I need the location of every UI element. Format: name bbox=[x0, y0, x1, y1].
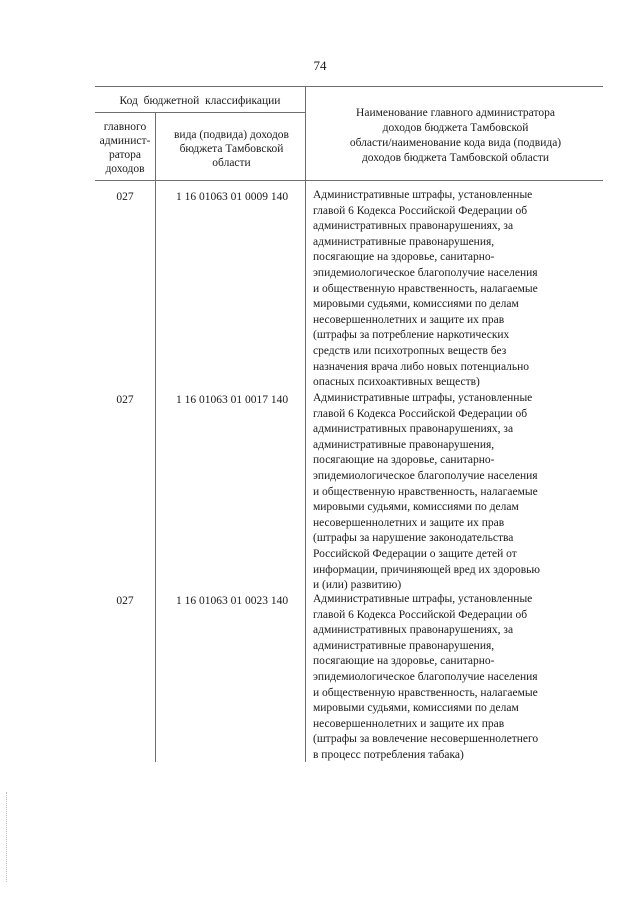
header-col-income bbox=[158, 128, 305, 170]
header-col-admin bbox=[95, 120, 155, 176]
row-description-line: мировыми судьями, комиссиями по делам bbox=[313, 298, 519, 311]
row-description-line: средств или психотропных веществ без bbox=[313, 344, 507, 357]
row-description-line: и общественную нравственность, налагаемые bbox=[313, 485, 538, 498]
header-col-admin-line: ратора bbox=[108, 149, 142, 161]
row-description-line: посягающие на здоровье, санитарно- bbox=[313, 454, 495, 467]
header-col-name-line: области/наименование кода вида (подвида) bbox=[349, 137, 562, 149]
row-description bbox=[313, 592, 588, 764]
row-description-line: административных правонарушениях, за bbox=[313, 220, 514, 233]
row-description-line: посягающие на здоровье, санитарно- bbox=[313, 655, 495, 668]
header-col-name-line: доходов бюджета Тамбовской области bbox=[361, 152, 550, 164]
column-divider-1 bbox=[155, 112, 156, 762]
row-description bbox=[313, 188, 588, 391]
row-description-line: Административные штрафы, установленные bbox=[313, 392, 533, 404]
row-description-line: административные правонарушения, bbox=[313, 438, 495, 451]
header-col-name-line: Наименование главного администратора bbox=[356, 107, 555, 119]
row-description-line: эпидемиологическое благополучие населения bbox=[313, 469, 538, 482]
row-description-line: главой 6 Кодекса Российской Федерации об bbox=[313, 204, 528, 217]
row-description-line: несовершеннолетних и защите их прав bbox=[313, 516, 505, 529]
row-description-line: и общественную нравственность, налагаемые bbox=[313, 282, 538, 295]
row-description-line: информации, причиняющей вред их здоровью bbox=[313, 563, 540, 576]
row-description-line: назначения врача либо новых потенциально bbox=[313, 360, 530, 373]
row-description-line: административные правонарушения, bbox=[313, 639, 495, 652]
header-col-income-line: бюджета Тамбовской bbox=[179, 143, 284, 155]
header-col-income-line: области bbox=[212, 157, 251, 169]
row-admin-code: 027 bbox=[116, 394, 134, 406]
row-description-line: Административные штрафы, установленные bbox=[313, 189, 533, 201]
row-description-line: мировыми судьями, комиссиями по делам bbox=[313, 501, 519, 514]
row-admin-code: 027 bbox=[116, 595, 134, 607]
row-description-line: несовершеннолетних и защите их прав bbox=[313, 717, 505, 730]
table-top-rule bbox=[95, 86, 603, 87]
row-description-line: главой 6 Кодекса Российской Федерации об bbox=[313, 608, 528, 621]
scan-margin-marks bbox=[6, 792, 9, 882]
row-description-line: и (или) развитию) bbox=[313, 579, 402, 592]
header-col-name bbox=[308, 106, 603, 166]
header-col-admin-line: главного bbox=[103, 121, 147, 133]
row-description-line: мировыми судьями, комиссиями по делам bbox=[313, 702, 519, 715]
row-description-line: главой 6 Кодекса Российской Федерации об bbox=[313, 407, 528, 420]
header-col-name-line: доходов бюджета Тамбовской bbox=[382, 122, 529, 134]
group-header-rule bbox=[95, 112, 305, 113]
row-income-code: 1 16 01063 01 0023 140 bbox=[175, 595, 289, 607]
header-bottom-rule bbox=[95, 180, 603, 181]
row-description-line: опасных психоактивных веществ) bbox=[313, 376, 480, 389]
row-description-line: (штрафы за нарушение законодательства bbox=[313, 532, 514, 545]
row-description-line: административные правонарушения, bbox=[313, 235, 495, 248]
row-description bbox=[313, 391, 588, 594]
header-col-admin-line: доходов bbox=[105, 163, 145, 175]
row-description-line: (штрафы за потребление наркотических bbox=[313, 329, 510, 342]
row-description-line: в процесс потребления табака) bbox=[313, 748, 464, 761]
row-admin-code: 027 bbox=[116, 191, 134, 203]
row-description-line: эпидемиологическое благополучие населения bbox=[313, 266, 538, 279]
row-description-line: несовершеннолетних и защите их прав bbox=[313, 313, 505, 326]
row-description-line: административных правонарушениях, за bbox=[313, 624, 514, 637]
row-description-line: посягающие на здоровье, санитарно- bbox=[313, 251, 495, 264]
row-description-line: и общественную нравственность, налагаемые bbox=[313, 686, 538, 699]
column-divider-2 bbox=[305, 86, 306, 762]
row-income-code: 1 16 01063 01 0017 140 bbox=[175, 394, 289, 406]
row-description-line: (штрафы за вовлечение несовершеннолетнего bbox=[313, 733, 539, 746]
row-description-line: административных правонарушениях, за bbox=[313, 423, 514, 436]
header-col-admin-line: админист- bbox=[99, 135, 151, 147]
row-income-code: 1 16 01063 01 0009 140 bbox=[175, 191, 289, 203]
header-group-title: Код бюджетной классификации bbox=[119, 95, 281, 107]
row-description-line: Административные штрафы, установленные bbox=[313, 593, 533, 605]
row-description-line: Российской Федерации о защите детей от bbox=[313, 547, 517, 560]
page-number: 74 bbox=[313, 58, 327, 73]
header-col-income-line: вида (подвида) доходов bbox=[174, 129, 289, 141]
row-description-line: эпидемиологическое благополучие населения bbox=[313, 670, 538, 683]
